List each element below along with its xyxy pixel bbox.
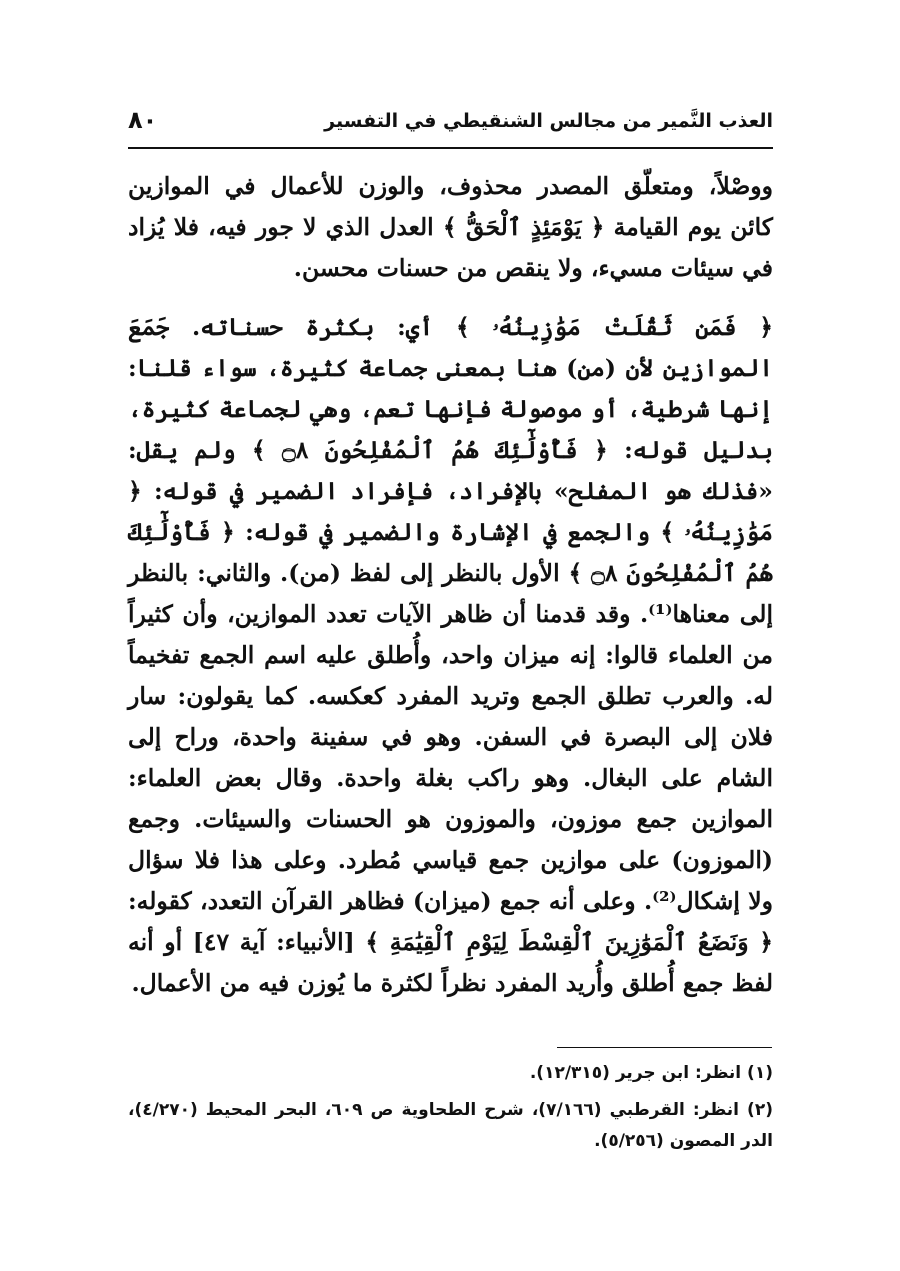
footnote-divider <box>557 1047 772 1048</box>
header-divider <box>128 147 773 149</box>
footnotes <box>128 1058 773 1157</box>
page-number: ٨٠ <box>128 106 158 134</box>
main-text <box>128 166 773 1004</box>
paragraph: ووصْلاً، ومتعلّق المصدر محذوف، والوزن للأعمال في الموازين كائن يوم القيامة ﴿ يَوْمَئِذٍ ٱلْحَقُّ ﴾ العدل الذي لا جور فيه، فلا يُزاد في سيئات مسيء، ولا ينقص من حسنات محسن. <box>128 172 773 282</box>
running-header <box>128 104 773 144</box>
footnote: (١) انظر: ابن جرير (١٢/٣١٥). <box>529 1063 773 1083</box>
book-title: العذب النَّمير من مجالس الشنقيطي في التفسير <box>324 110 773 132</box>
footnote: (٢) انظر: القرطبي (٧/١٦٦)، شرح الطحاوية ص ٦٠٩، البحر المحيط (٤/٢٧٠)، الدر المصون (٥/٢٥٦). <box>128 1100 773 1151</box>
paragraph: ﴿ فَمَن ثَقُلَتْ مَوَٰزِينُهُۥ ﴾ أي: بكثرة حسناته. جَمَعَ الموازين لأن (من) هنا بمعنى جماعة كثيرة، سواء قلنا: إنها شرطية، أو موصولة فإنها تعم، وهي لجماعة كثيرة، بدليل قوله: ﴿ فَأُوْلَٰٓئِكَ هُمُ ٱلْمُفْلِحُونَ ۝٨ ﴾ ولم يقل: «فذلك هو المفلح» بالإفراد، فإفراد الضمير في قوله: ﴿ مَوَٰزِينُهُۥ ﴾ والجمع في الإشارة والضمير في قوله: ﴿ فَأُوْلَٰٓئِكَ هُمُ ٱلْمُفْلِحُونَ ۝٨ ﴾ الأول بالنظر إلى لفظ (من). والثاني: بالنظر إلى معناها⁽¹⁾. وقد قدمنا أن ظاهر الآيات تعدد الموازين، وأن كثيراً من العلماء قالوا: إنه ميزان واحد، وأُطلق عليه اسم الجمع تفخيماً له. والعرب تطلق الجمع وتريد المفرد كعكسه. كما يقولون: سار فلان إلى البصرة في السفن. وهو في سفينة واحدة، وراح إلى الشام على البغال. وهو راكب بغلة واحدة. وقال بعض العلماء: الموازين جمع موزون، والموزون هو الحسنات والسيئات. وجمع (الموزون) على موازين جمع قياسي مُطرد. وعلى هذا فلا سؤال ولا إشكال⁽²⁾. وعلى أنه جمع (ميزان) فظاهر القرآن التعدد، كقوله: ﴿ وَنَضَعُ ٱلْمَوَٰزِينَ ٱلْقِسْطَ لِيَوْمِ ٱلْقِيَٰمَةِ ﴾ [الأنبياء: آية ٤٧] أو أنه لفظ جمع أُطلق وأُريد المفرد نظراً لكثرة ما يُوزن فيه من الأعمال. <box>128 313 774 997</box>
